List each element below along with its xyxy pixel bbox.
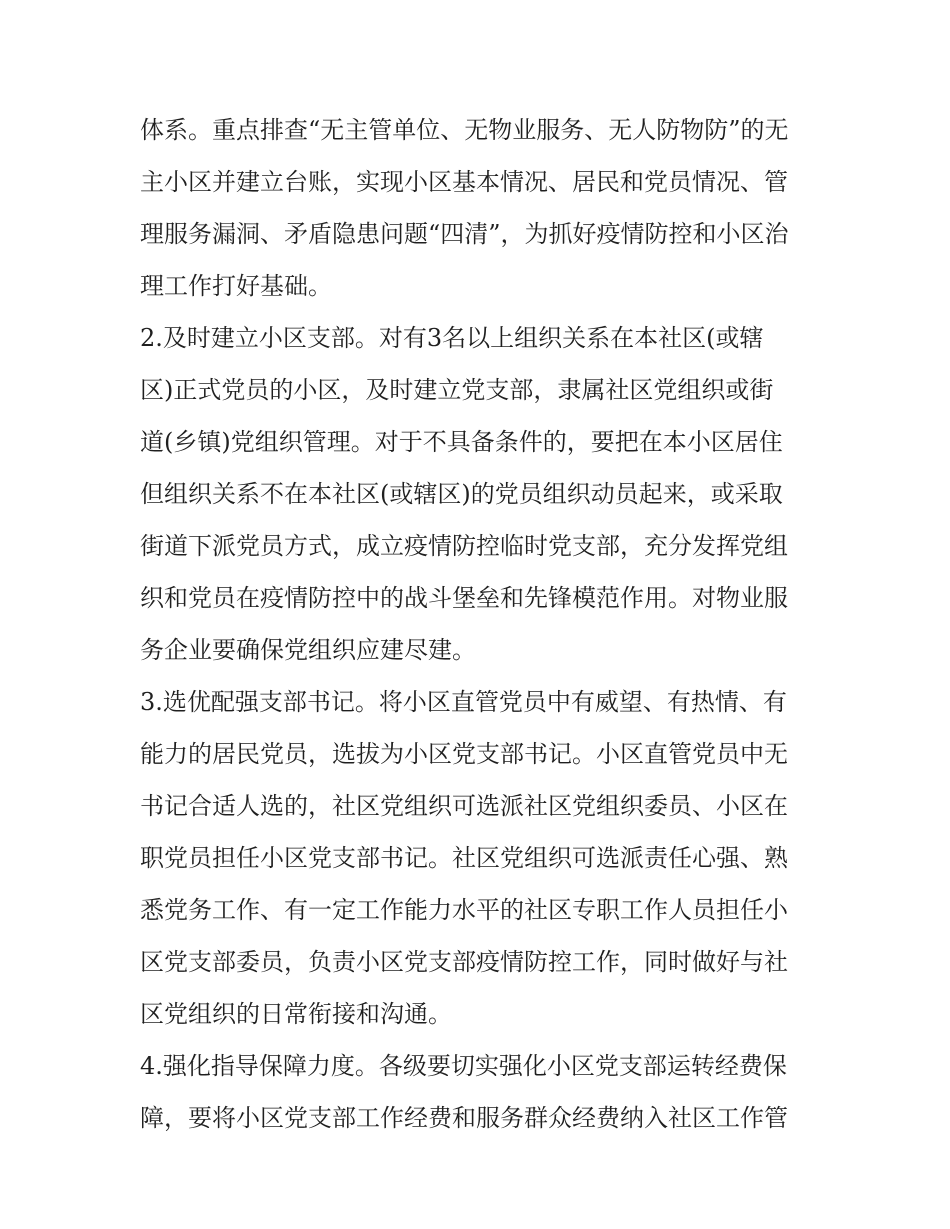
text-line: 织和党员在疫情防控中的战斗堡垒和先锋模范作用。对物业服 [140,584,788,612]
text-line: 但组织关系不在本社区(或辖区)的党员组织动员起来，或采取 [140,480,783,508]
list-item-3-heading-line: 3.选优配强支部书记。将小区直管党员中有威望、有热情、有 [140,688,787,716]
text-line: 理服务漏洞、矛盾隐患问题“四清”，为抓好疫情防控和小区治 [140,220,789,248]
text-line: 能力的居民党员，选拔为小区党支部书记。小区直管党员中无 [140,740,788,768]
text-line: 区)正式党员的小区，及时建立党支部，隶属社区党组织或街 [140,376,774,404]
text-line: 区党组织的日常衔接和沟通。 [140,1000,452,1028]
text-line: 街道下派党员方式，成立疫情防控临时党支部，充分发挥党组 [140,532,788,560]
text-line: 务企业要确保党组织应建尽建。 [140,636,476,664]
list-item-4-heading-line: 4.强化指导保障力度。各级要切实强化小区党支部运转经费保 [140,1052,787,1080]
text-line: 理工作打好基础。 [140,272,332,300]
text-line: 区党支部委员，负责小区党支部疫情防控工作，同时做好与社 [140,948,788,976]
text-line: 悉党务工作、有一定工作能力水平的社区专职工作人员担任小 [140,896,788,924]
text-line: 障，要将小区党支部工作经费和服务群众经费纳入社区工作管 [140,1104,788,1132]
text-line: 体系。重点排查“无主管单位、无物业服务、无人防物防”的无 [140,116,789,144]
list-item-2-heading-line: 2.及时建立小区支部。对有3名以上组织关系在本社区(或辖 [140,324,764,352]
text-line: 道(乡镇)党组织管理。对于不具备条件的，要把在本小区居住 [140,428,783,456]
text-line: 职党员担任小区党支部书记。社区党组织可选派责任心强、熟 [140,844,788,872]
text-line: 主小区并建立台账，实现小区基本情况、居民和党员情况、管 [140,168,788,196]
text-line: 书记合适人选的，社区党组织可选派社区党组织委员、小区在 [140,792,788,820]
